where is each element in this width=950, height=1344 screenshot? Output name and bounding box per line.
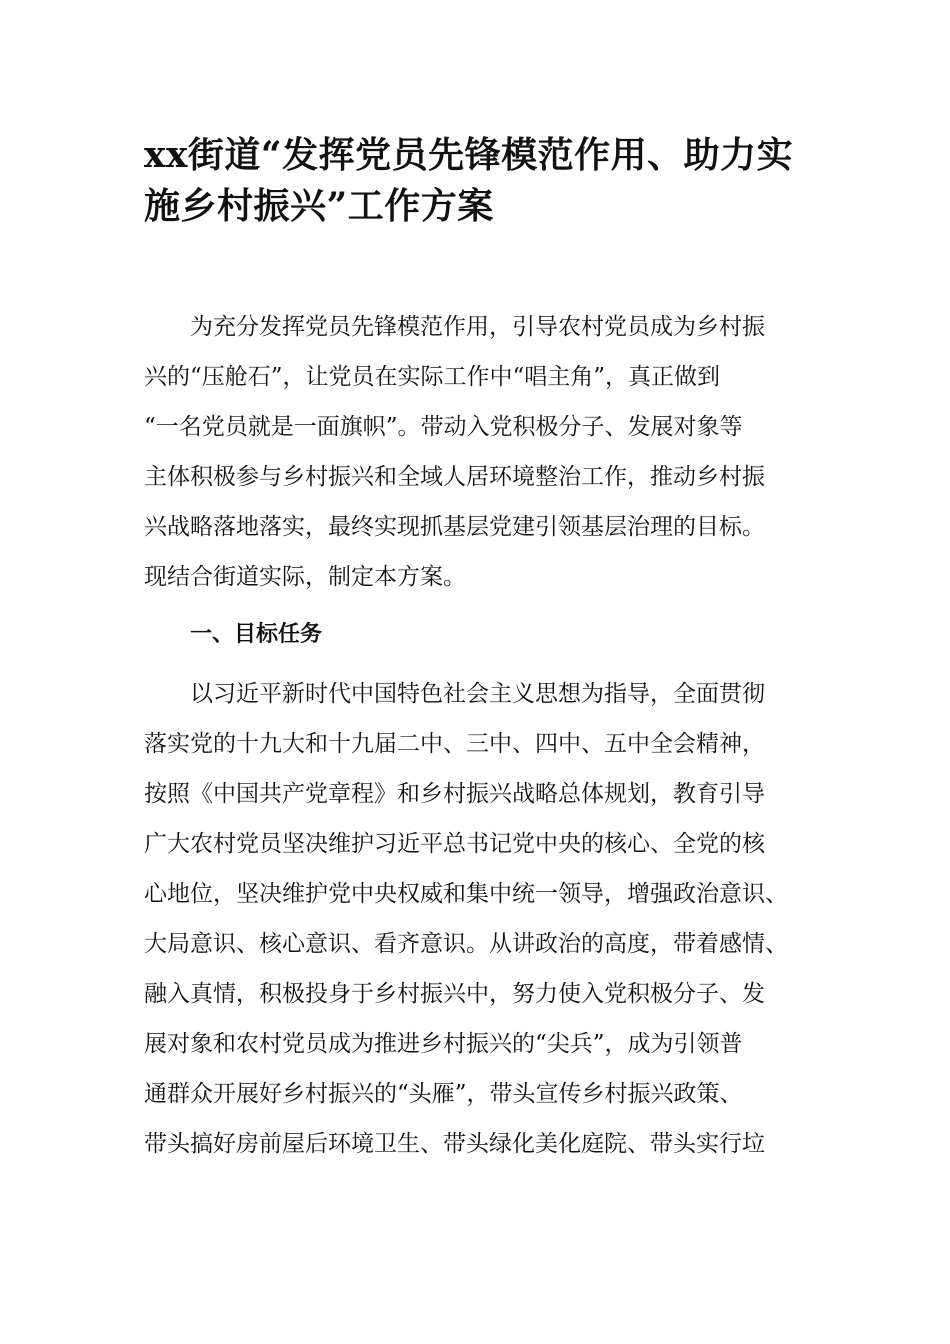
intro-paragraph <box>144 302 824 602</box>
paragraph-line: 融入真情，积极投身于乡村振兴中，努力使入党积极分子、发 <box>144 981 765 1007</box>
paragraph-line: 主体积极参与乡村振兴和全域人居环境整治工作，推动乡村振 <box>144 464 765 490</box>
paragraph-line: 大局意识、核心意识、看齐意识。从讲政治的高度，带着感情、 <box>144 931 788 957</box>
paragraph-line: 以习近平新时代中国特色社会主义思想为指导，全面贯彻 <box>190 681 765 707</box>
paragraph-line: 广大农村党员坚决维护习近平总书记党中央的核心、全党的核 <box>144 831 765 857</box>
objectives-paragraph <box>144 669 824 1169</box>
paragraph-line: 心地位，坚决维护党中央权威和集中统一领导，增强政治意识、 <box>144 881 788 907</box>
paragraph-line: 兴的“压舱石”，让党员在实际工作中“唱主角”，真正做到 <box>144 364 721 390</box>
paragraph-line: 按照《中国共产党章程》和乡村振兴战略总体规划，教育引导 <box>144 781 765 807</box>
title-line: xx街道“发挥党员先锋模范作用、助力实 <box>144 134 794 176</box>
paragraph-line: 现结合街道实际，制定本方案。 <box>144 564 466 590</box>
paragraph-line: 通群众开展好乡村振兴的“头雁”，带头宣传乡村振兴政策、 <box>144 1081 743 1107</box>
paragraph-line: “一名党员就是一面旗帜”。带动入党积极分子、发展对象等 <box>144 414 743 440</box>
paragraph-line: 展对象和农村党员成为推进乡村振兴的“尖兵”，成为引领普 <box>144 1031 743 1057</box>
title-line: 施乡村振兴”工作方案 <box>144 185 494 227</box>
document-title <box>144 130 824 232</box>
paragraph-line: 兴战略落地落实，最终实现抓基层党建引领基层治理的目标。 <box>144 514 765 540</box>
paragraph-line: 带头搞好房前屋后环境卫生、带头绿化美化庭院、带头实行垃 <box>144 1131 765 1157</box>
paragraph-line: 为充分发挥党员先锋模范作用，引导农村党员成为乡村振 <box>190 314 765 340</box>
paragraph-line: 落实党的十九大和十九届二中、三中、四中、五中全会精神， <box>144 731 765 757</box>
section-heading-text: 一、目标任务 <box>190 622 323 647</box>
section-heading <box>144 610 824 660</box>
